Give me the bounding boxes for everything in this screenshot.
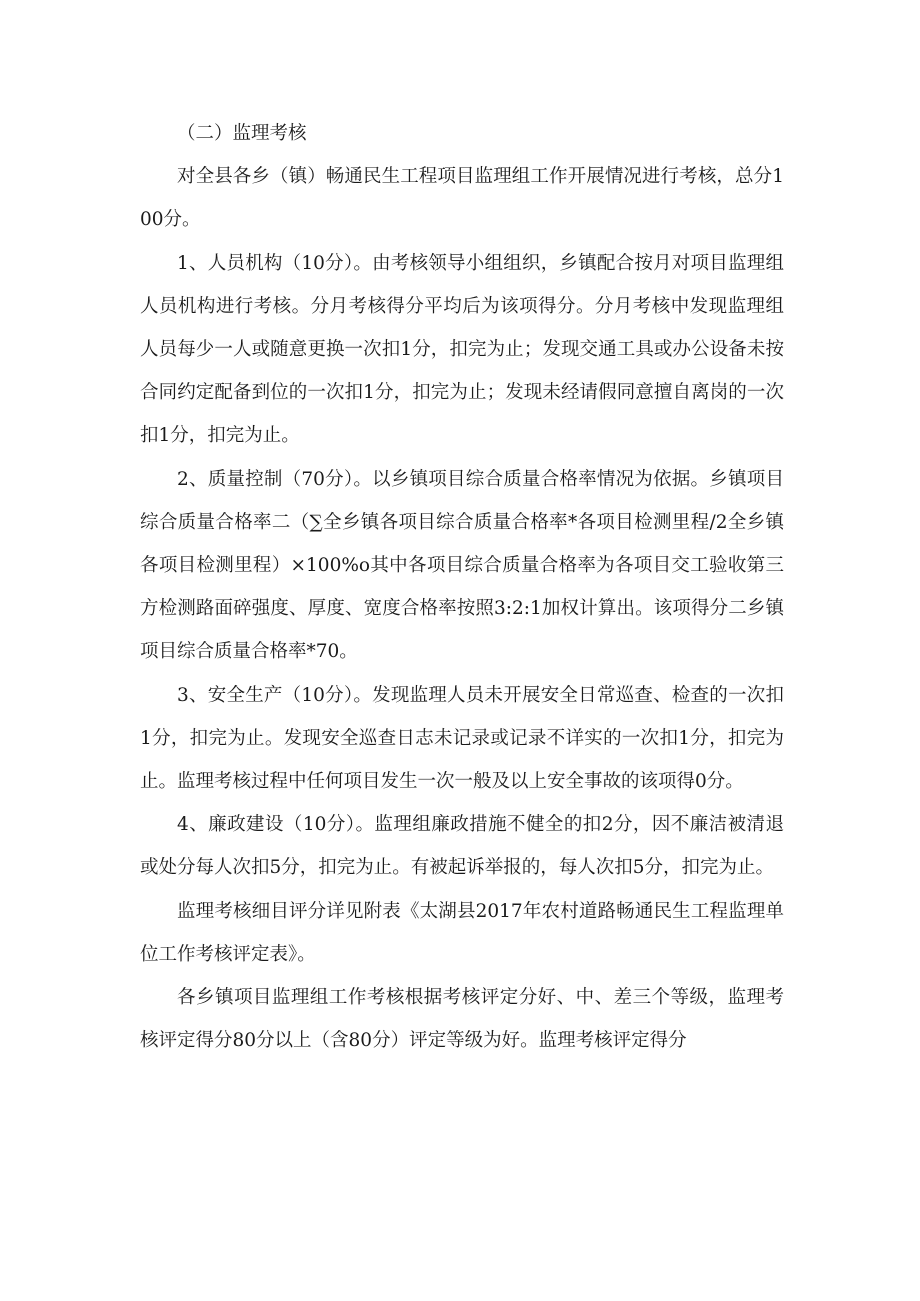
- document-body: [140, 112, 784, 1062]
- paragraph-safety: 3、安全生产（10分）。发现监理人员未开展安全日常巡查、检查的一次扣1分，扣完为止。发现安全巡查日志未记录或记录不详实的一次扣1分，扣完为止。监理考核过程中任何项目发生一次一般及以上安全事故的该项得0分。: [140, 684, 784, 793]
- paragraph-personnel: 1、人员机构（10分）。由考核领导小组组织，乡镇配合按月对项目监理组人员机构进行考核。分月考核得分平均后为该项得分。分月考核中发现监理组人员每少一人或随意更换一次扣1分，扣完为止；发现交通工具或办公设备未按合同约定配备到位的一次扣1分，扣完为止；发现未经请假同意擅自离岗的一次扣1分，扣完为止。: [140, 252, 784, 447]
- paragraph-grading: 各乡镇项目监理组工作考核根据考核评定分好、中、差三个等级，监理考核评定得分80分以上（含80分）评定等级为好。监理考核评定得分: [140, 987, 784, 1052]
- paragraph-overview: 对全县各乡（镇）畅通民生工程项目监理组工作开展情况进行考核，总分100分。: [140, 166, 784, 231]
- paragraph-integrity: 4、廉政建设（10分）。监理组廉政措施不健全的扣2分，因不廉洁被清退或处分每人次扣5分，扣完为止。有被起诉举报的，每人次扣5分，扣完为止。: [140, 814, 784, 879]
- paragraph-appendix: 监理考核细目评分详见附表《太湖县2017年农村道路畅通民生工程监理单位工作考核评定表》。: [140, 900, 784, 965]
- paragraph-quality: 2、质量控制（70分）。以乡镇项目综合质量合格率情况为依据。乡镇项目综合质量合格率二（∑全乡镇各项目综合质量合格率*各项目检测里程/2全乡镇各项目检测里程）×100%o其中各项目综合质量合格率为各项目交工验收第三方检测路面碎强度、厚度、宽度合格率按照3:2:1加权计算出。该项得分二乡镇项目综合质量合格率*70。: [140, 468, 784, 663]
- section-heading: （二）监理考核: [177, 123, 307, 144]
